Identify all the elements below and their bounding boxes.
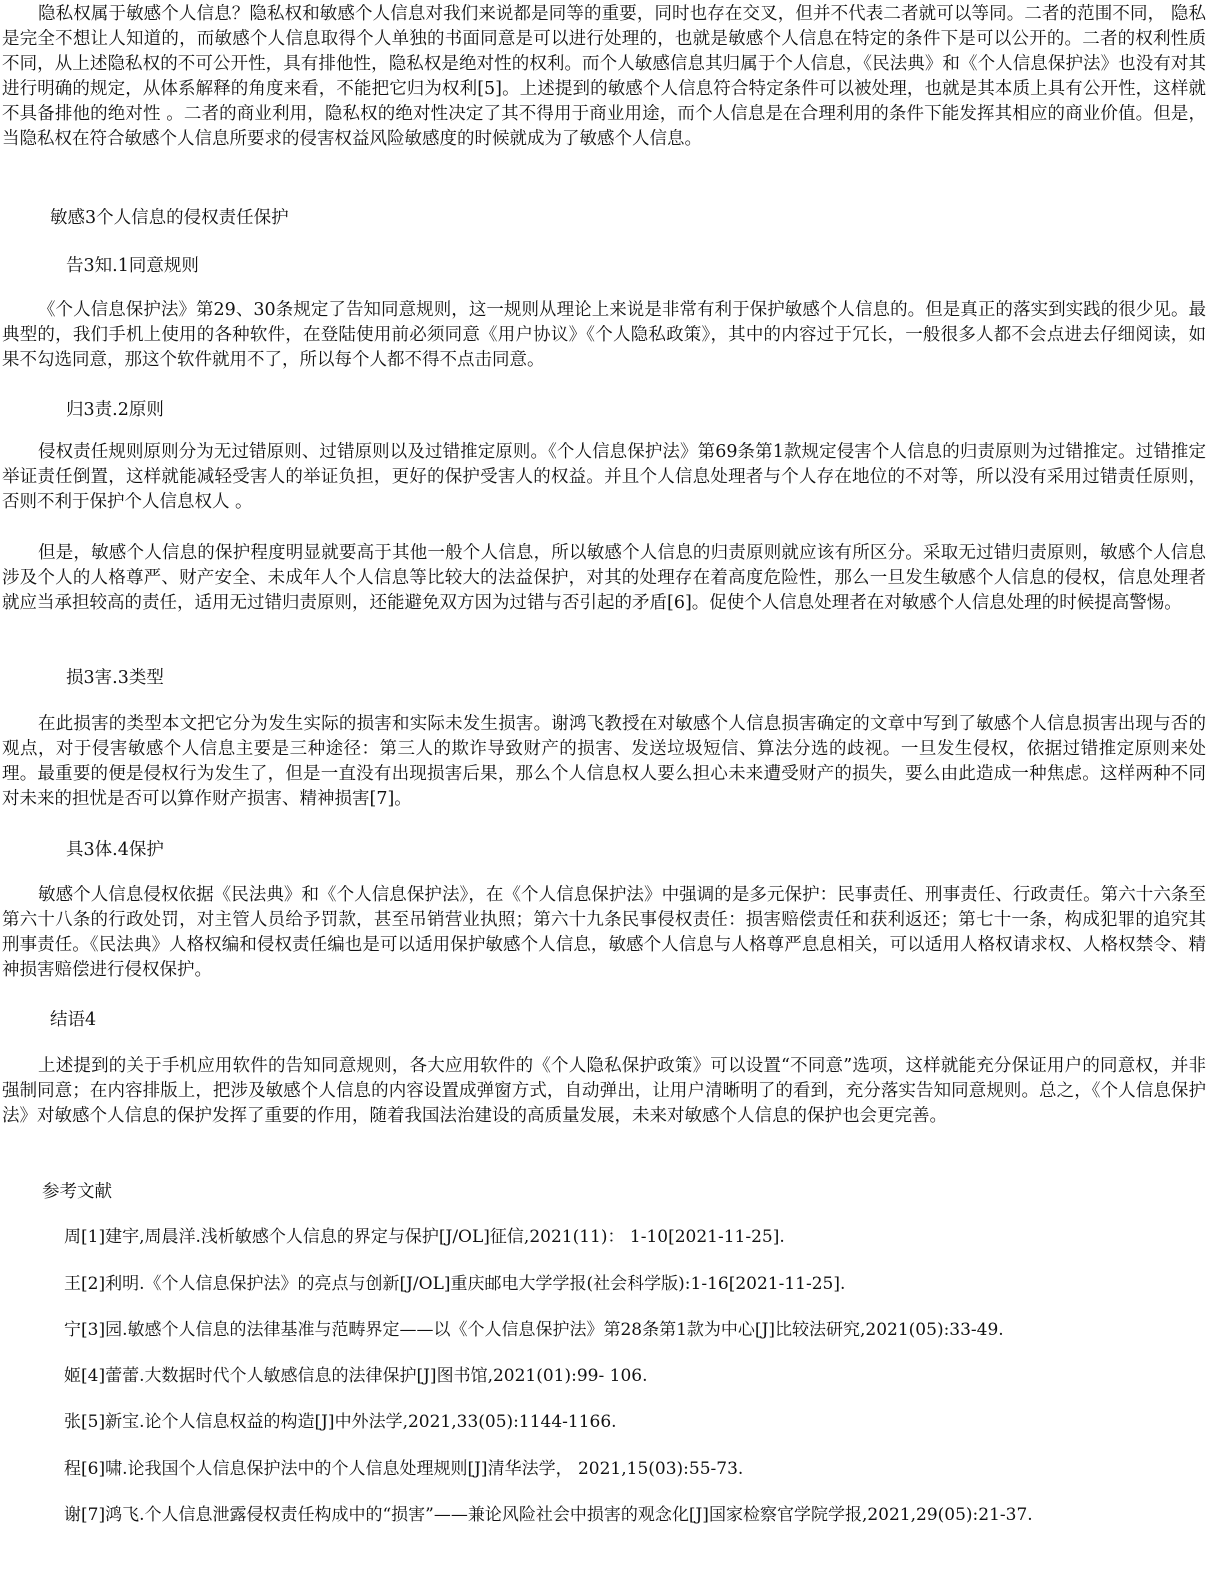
paragraph-specific-protection: 敏感个人信息侵权依据《民法典》和《个人信息保护法》，在《个人信息保护法》中强调的是多元保护：民事责任、刑事责任、行政责任。第六十六条至第六十八条的行政处罚，对主管人员给予罚款，甚至吊销营业执照；第六十九条民事侵权责任：损害赔偿责任和获利返还；第七十一条，构成犯罪的追究其刑事责任。《民法典》人格权编和侵权责任编也是可以适用保护敏感个人信息，敏感个人信息与人格尊严息息相关，可以适用人格权请求权、人格权禁令、精神损害赔偿进行侵权保护。 [2, 885, 1206, 980]
paragraph-no-fault-principle: 但是，敏感个人信息的保护程度明显就要高于其他一般个人信息，所以敏感个人信息的归责原则就应该有所区分。采取无过错归责原则，敏感个人信息涉及个人的人格尊严、财产安全、未成年人个人信息等比较大的法益保护，对其的处理存在着高度危险性，那么一旦发生敏感个人信息的侵权，信息处理者就应当承担较高的责任，适用无过错归责原则，还能避免双方因为过错与否引起的矛盾[6]。促使个人信息处理者在对敏感个人信息处理的时候提高警惕。 [2, 543, 1206, 613]
references-heading: 参考文献 [42, 1182, 112, 1202]
reference-item-4: 姬[4]蕾蕾.大数据时代个人敏感信息的法律保护[J]图书馆,2021(01):99- 106. [64, 1366, 648, 1386]
subsection-heading-3-4: 具3体.4保护 [66, 840, 164, 860]
subsection-heading-3-3: 损3害.3类型 [66, 668, 164, 688]
section-heading-3: 敏感3个人信息的侵权责任保护 [50, 208, 289, 228]
reference-item-7: 谢[7]鸿飞.个人信息泄露侵权责任构成中的“损害”——兼论风险社会中损害的观念化[J]国家检察官学院学报,2021,29(05):21-37. [64, 1505, 1033, 1525]
reference-item-2: 王[2]利明.《个人信息保护法》的亮点与创新[J/OL]重庆邮电大学学报(社会科学版):1-16[2021-11-25]. [64, 1274, 846, 1294]
section-heading-conclusion: 结语4 [50, 1010, 97, 1030]
paragraph-notice-consent: 《个人信息保护法》第29、30条规定了告知同意规则，这一规则从理论上来说是非常有利于保护敏感个人信息的。但是真正的落实到实践的很少见。最典型的，我们手机上使用的各种软件，在登陆使用前必须同意《用户协议》《个人隐私政策》，其中的内容过于冗长，一般很多人都不会点进去仔细阅读，如果不勾选同意，那这个软件就用不了，所以每个人都不得不点击同意。 [2, 300, 1206, 370]
paragraph-conclusion: 上述提到的关于手机应用软件的告知同意规则，各大应用软件的《个人隐私保护政策》可以设置“不同意”选项，这样就能充分保证用户的同意权，并非强制同意；在内容排版上，把涉及敏感个人信息的内容设置成弹窗方式，自动弹出，让用户清晰明了的看到，充分落实告知同意规则。总之，《个人信息保护法》对敏感个人信息的保护发挥了重要的作用，随着我国法治建设的高质量发展，未来对敏感个人信息的保护也会更完善。 [2, 1056, 1206, 1126]
paragraph-liability-principle: 侵权责任规则原则分为无过错原则、过错原则以及过错推定原则。《个人信息保护法》第69条第1款规定侵害个人信息的归责原则为过错推定。过错推定举证责任倒置，这样就能减轻受害人的举证负担，更好的保护受害人的权益。并且个人信息处理者与个人存在地位的不对等，所以没有采用过错责任原则，否则不利于保护个人信息权人 。 [2, 442, 1206, 512]
reference-item-3: 宁[3]园.敏感个人信息的法律基准与范畴界定——以《个人信息保护法》第28条第1款为中心[J]比较法研究,2021(05):33-49. [64, 1320, 1004, 1340]
subsection-heading-3-2: 归3责.2原则 [66, 400, 164, 420]
reference-item-5: 张[5]新宝.论个人信息权益的构造[J]中外法学,2021,33(05):1144-1166. [64, 1412, 617, 1432]
subsection-heading-3-1: 告3知.1同意规则 [66, 256, 199, 276]
reference-item-1: 周[1]建宇,周晨洋.浅析敏感个人信息的界定与保护[J/OL]征信,2021(11)： 1-10[2021-11-25]. [64, 1227, 785, 1247]
paragraph-privacy-vs-sensitive: 隐私权属于敏感个人信息？隐私权和敏感个人信息对我们来说都是同等的重要，同时也存在交叉，但并不代表二者就可以等同。二者的范围不同， 隐私是完全不想让人知道的，而敏感个人信息取得个人单独的书面同意是可以进行处理的，也就是敏感个人信息在特定的条件下是可以公开的。二者的权利性质不同，从上述隐私权的不可公开性，具有排他性，隐私权是绝对性的权利。而个人敏感信息其归属于个人信息，《民法典》和《个人信息保护法》也没有对其进行明确的规定，从体系解释的角度来看，不能把它归为权利[5]。上述提到的敏感个人信息符合特定条件可以被处理，也就是其本质上具有公开性，这样就不具备排他的绝对性 。二者的商业利用，隐私权的绝对性决定了其不得用于商业用途，而个人信息是在合理利用的条件下能发挥其相应的商业价值。但是，当隐私权在符合敏感个人信息所要求的侵害权益风险敏感度的时候就成为了敏感个人信息。 [2, 4, 1206, 149]
reference-item-6: 程[6]啸.论我国个人信息保护法中的个人信息处理规则[J]清华法学， 2021,15(03):55-73. [64, 1459, 744, 1479]
paragraph-damage-types: 在此损害的类型本文把它分为发生实际的损害和实际未发生损害。谢鸿飞教授在对敏感个人信息损害确定的文章中写到了敏感个人信息损害出现与否的观点，对于侵害敏感个人信息主要是三种途径：第三人的欺诈导致财产的损害、发送垃圾短信、算法分选的歧视。一旦发生侵权，依据过错推定原则来处理。最重要的便是侵权行为发生了，但是一直没有出现损害后果，那么个人信息权人要么担心未来遭受财产的损失，要么由此造成一种焦虑。这样两种不同对未来的担忧是否可以算作财产损害、精神损害[7]。 [2, 714, 1206, 809]
